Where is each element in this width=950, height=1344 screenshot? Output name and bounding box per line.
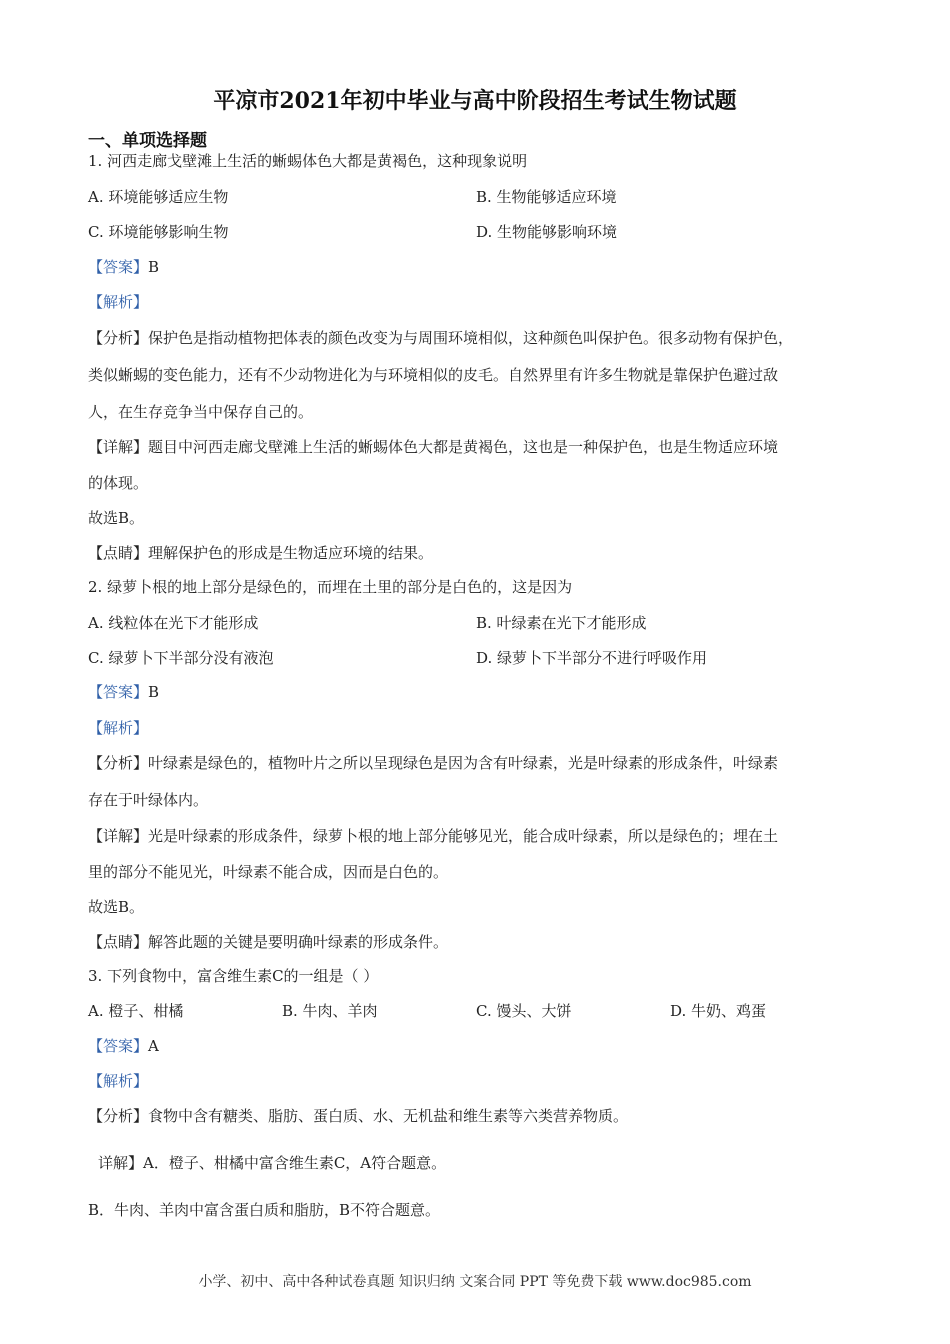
q2-option-c: C. 绿萝卜下半部分没有液泡 xyxy=(88,649,274,667)
q2-option-d: D. 绿萝卜下半部分不进行呼吸作用 xyxy=(476,649,708,667)
q3-fenxi-line-1 xyxy=(88,1105,628,1127)
fenxi-tag: 【分析】 xyxy=(88,1107,149,1125)
q2-xiangjie-line-1 xyxy=(88,825,778,847)
q1-option-b: B. 生物能够适应环境 xyxy=(476,188,617,206)
xiangjie-text: 题目中河西走廊戈壁滩上生活的蜥蜴体色大都是黄褐色，这也是一种保护色，也是生物适应环境 xyxy=(148,438,779,456)
q3-analysis-tag xyxy=(88,1070,148,1092)
q1-option-d: D. 生物能够影响环境 xyxy=(476,223,618,241)
analysis-tag: 【解析】 xyxy=(88,293,149,311)
xiangjie-tag: 【详解】 xyxy=(88,438,149,456)
q1-dianjing xyxy=(88,542,433,564)
fenxi-text: 食物中含有糖类、脂肪、蛋白质、水、无机盐和维生素等六类营养物质。 xyxy=(148,1107,629,1125)
answer-tag: 【答案】 xyxy=(88,258,149,276)
answer-value: B xyxy=(148,258,160,276)
q1-fenxi-line-2: 类似蜥蜴的变色能力，还有不少动物进化为与环境相似的皮毛。自然界里有许多生物就是靠保护色避过敌 xyxy=(88,366,779,384)
answer-tag: 【答案】 xyxy=(88,683,149,701)
page-footer: 小学、初中、高中各种试卷真题 知识归纳 文案合同 PPT 等免费下载 www.doc985.com xyxy=(198,1274,752,1290)
q1-answer xyxy=(88,256,159,278)
fenxi-text: 保护色是指动植物把体表的颜色改变为与周围环境相似，这种颜色叫保护色。很多动物有保护色， xyxy=(148,329,794,347)
q2-option-b: B. 叶绿素在光下才能形成 xyxy=(476,614,647,632)
q1-xiangjie-line-2: 的体现。 xyxy=(88,474,149,492)
q3-answer xyxy=(88,1035,159,1057)
q1-fenxi-line-1 xyxy=(88,327,793,349)
q3-xiangjie-line: 详解】A．橙子、柑橘中富含维生素C，A符合题意。 xyxy=(98,1154,447,1172)
q3-option-b: B. 牛肉、羊肉 xyxy=(282,1002,378,1020)
analysis-tag: 【解析】 xyxy=(88,719,149,737)
q1-xiangjie-line-1 xyxy=(88,436,778,458)
q1-choose: 故选B。 xyxy=(88,509,145,527)
q3-option-c: C. 馒头、大饼 xyxy=(476,1002,572,1020)
fenxi-tag: 【分析】 xyxy=(88,754,149,772)
answer-value: A xyxy=(148,1037,159,1055)
xiangjie-tag: 【详解】 xyxy=(88,827,149,845)
dianjing-tag: 【点睛】 xyxy=(88,544,149,562)
q2-answer xyxy=(88,681,159,703)
analysis-tag: 【解析】 xyxy=(88,1072,149,1090)
q2-analysis-tag xyxy=(88,717,148,739)
q2-choose: 故选B。 xyxy=(88,898,145,916)
fenxi-tag: 【分析】 xyxy=(88,329,149,347)
q3-stem: 3. 下列食物中，富含维生素C的一组是（ ） xyxy=(88,967,379,985)
fenxi-text: 叶绿素是绿色的，植物叶片之所以呈现绿色是因为含有叶绿素，光是叶绿素的形成条件，叶绿素 xyxy=(148,754,779,772)
q1-fenxi-line-3: 人，在生存竞争当中保存自己的。 xyxy=(88,403,314,421)
q3-option-b-explanation: B．牛肉、羊肉中富含蛋白质和脂肪，B不符合题意。 xyxy=(88,1201,441,1219)
q3-option-d: D. 牛奶、鸡蛋 xyxy=(670,1002,767,1020)
answer-tag: 【答案】 xyxy=(88,1037,149,1055)
xiangjie-text: 光是叶绿素的形成条件，绿萝卜根的地上部分能够见光，能合成叶绿素，所以是绿色的；埋在土 xyxy=(148,827,779,845)
section-heading: 一、单项选择题 xyxy=(88,131,207,151)
q3-option-a: A. 橙子、柑橘 xyxy=(88,1002,184,1020)
q2-option-a: A. 线粒体在光下才能形成 xyxy=(88,614,259,632)
dianjing-text: 理解保护色的形成是生物适应环境的结果。 xyxy=(148,544,434,562)
q1-analysis-tag xyxy=(88,291,148,313)
q2-xiangjie-line-2: 里的部分不能见光，叶绿素不能合成，因而是白色的。 xyxy=(88,863,449,881)
q2-dianjing xyxy=(88,931,448,953)
q2-stem: 2. 绿萝卜根的地上部分是绿色的，而埋在土里的部分是白色的，这是因为 xyxy=(88,578,573,596)
page-title: 平凉市2021年初中毕业与高中阶段招生考试生物试题 xyxy=(213,88,737,114)
q1-option-a: A. 环境能够适应生物 xyxy=(88,188,229,206)
q1-option-c: C. 环境能够影响生物 xyxy=(88,223,229,241)
dianjing-tag: 【点睛】 xyxy=(88,933,149,951)
q1-stem: 1. 河西走廊戈壁滩上生活的蜥蜴体色大都是黄褐色，这种现象说明 xyxy=(88,152,528,170)
dianjing-text: 解答此题的关键是要明确叶绿素的形成条件。 xyxy=(148,933,449,951)
answer-value: B xyxy=(148,683,160,701)
q2-fenxi-line-1 xyxy=(88,752,778,774)
q2-fenxi-line-2: 存在于叶绿体内。 xyxy=(88,791,209,809)
